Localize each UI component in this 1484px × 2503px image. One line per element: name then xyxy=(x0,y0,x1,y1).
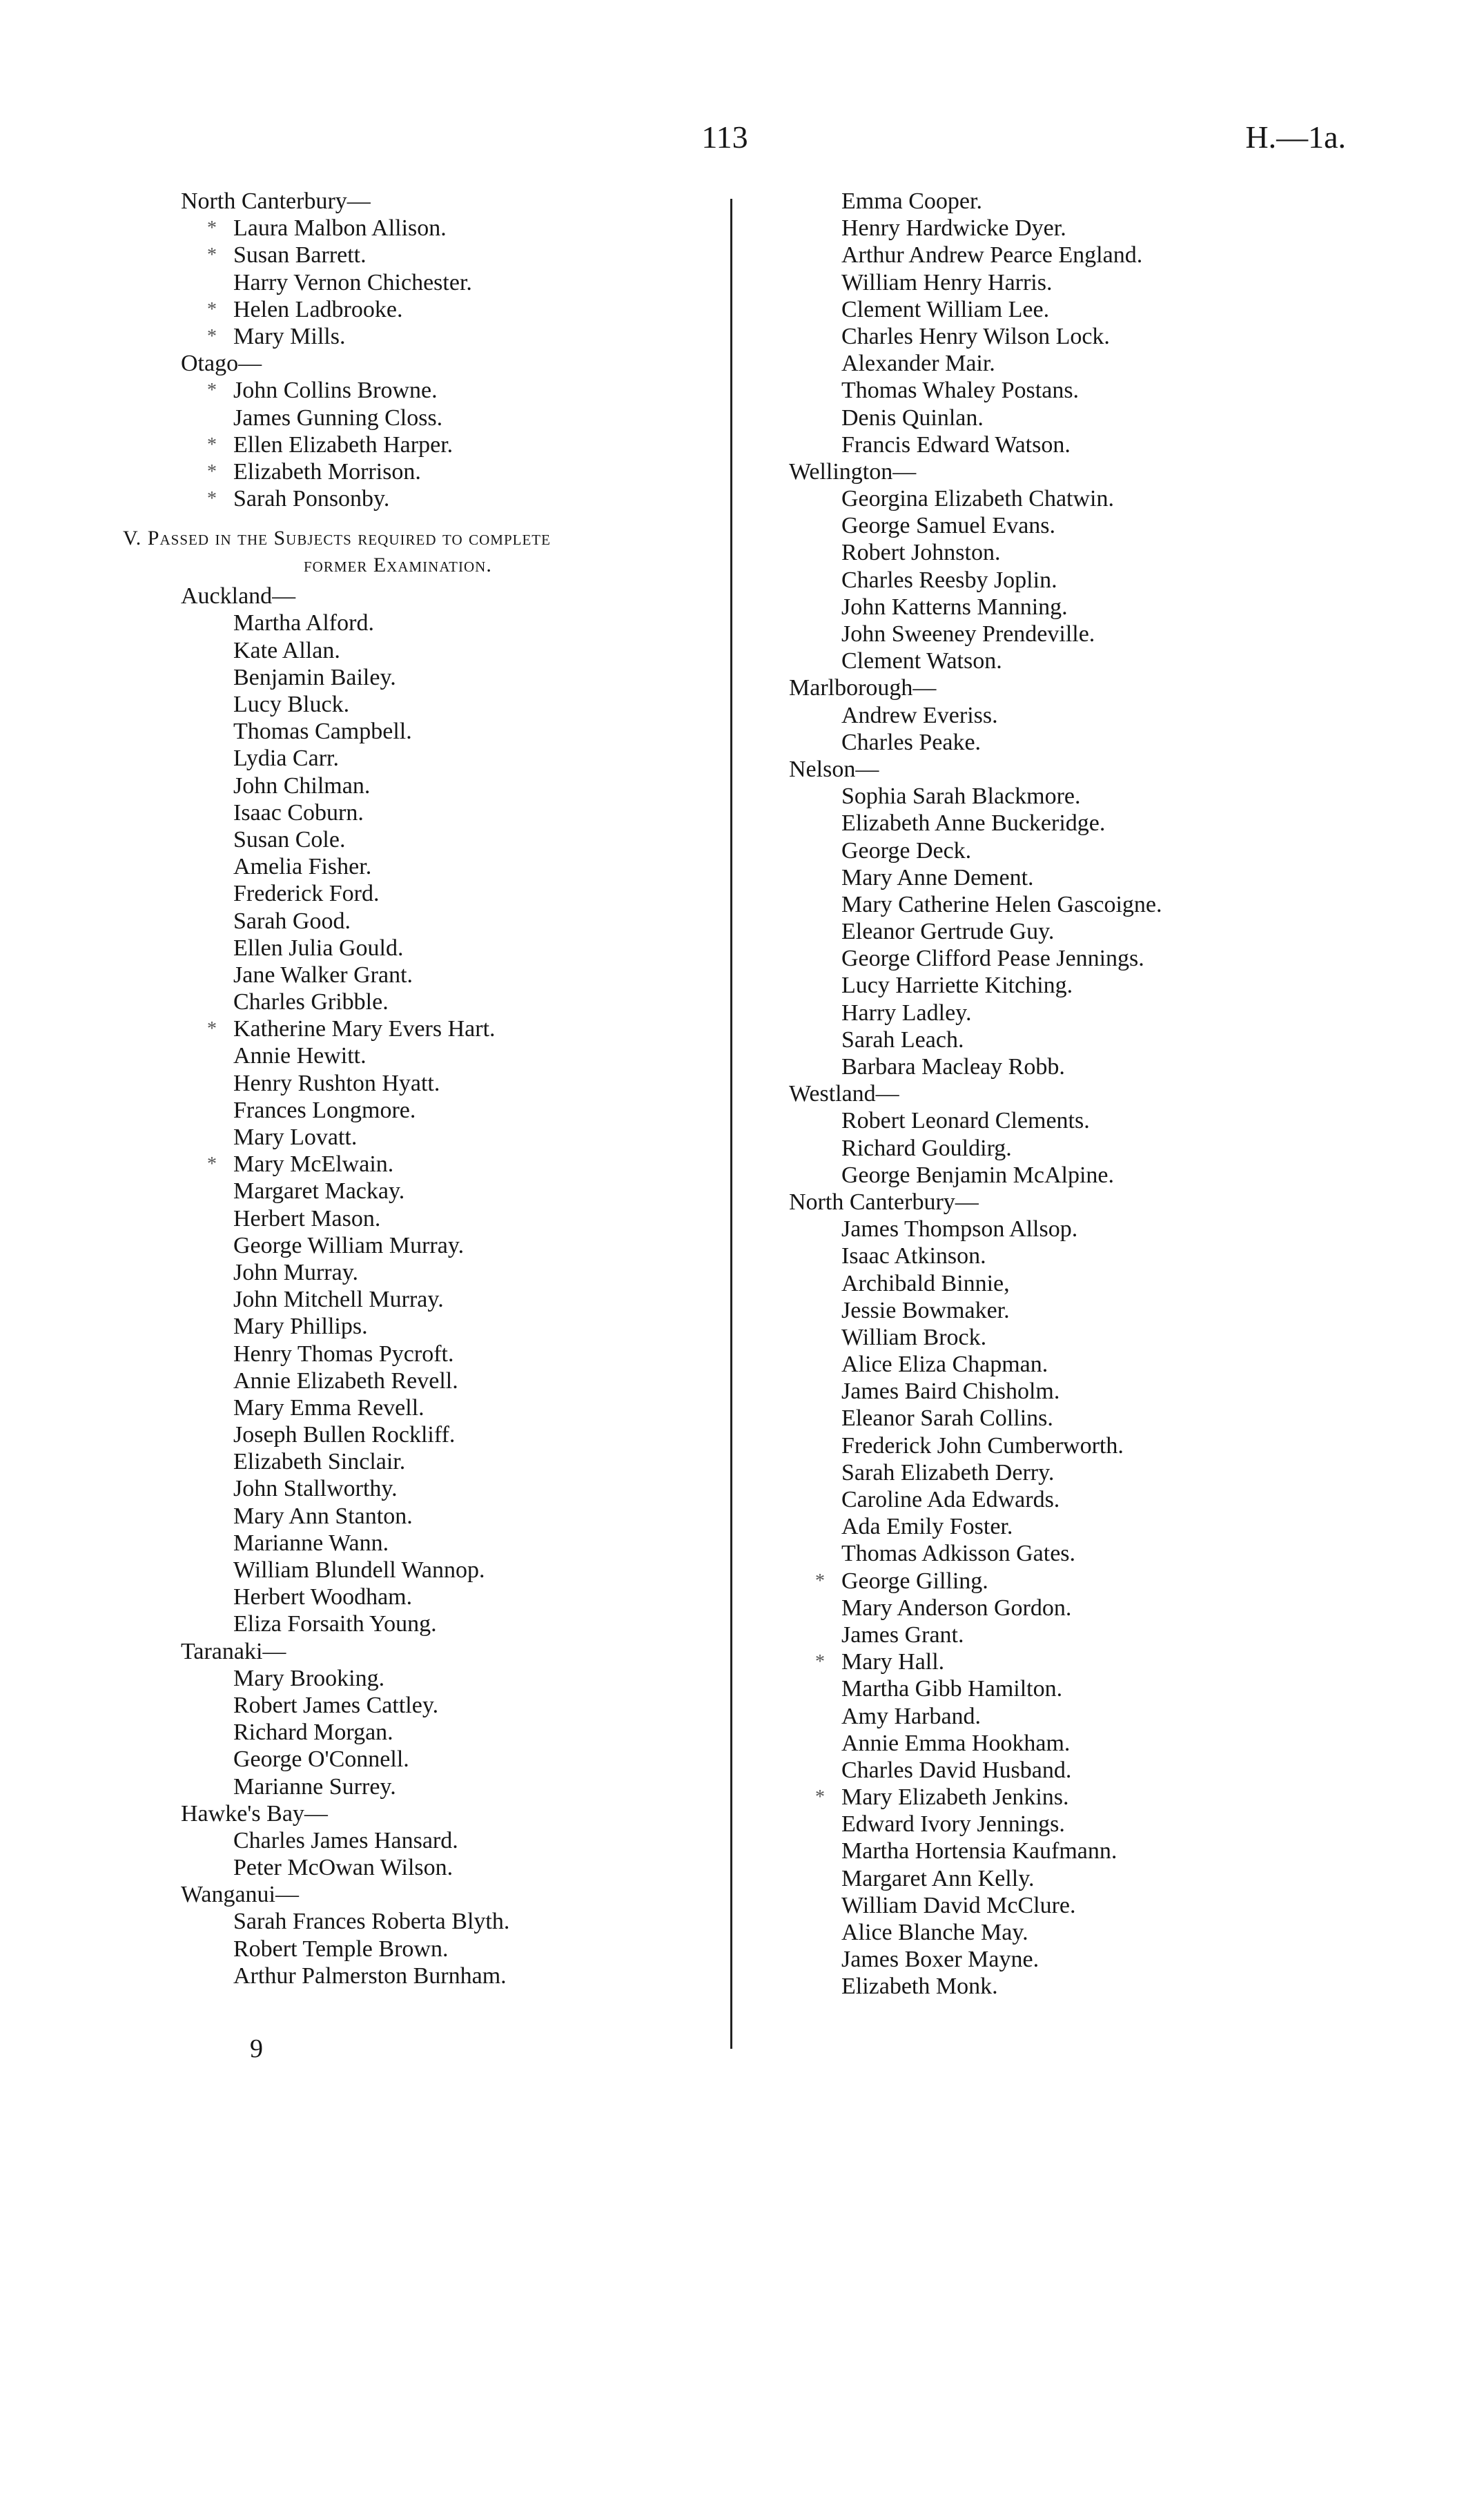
candidate-name xyxy=(789,269,1355,296)
region-name-text: Auckland— xyxy=(181,583,296,610)
candidate-name-text: Alice Eliza Chapman. xyxy=(841,1352,1048,1378)
candidate-name-text: Charles Henry Wilson Lock. xyxy=(841,323,1110,349)
candidate-name-text: Thomas Campbell. xyxy=(233,719,412,745)
candidate-name xyxy=(181,1963,719,1989)
candidate-name-text: James Thompson Allsop. xyxy=(841,1216,1078,1243)
candidate-name-text: Caroline Ada Edwards. xyxy=(841,1487,1060,1512)
candidate-name xyxy=(789,1973,1355,2000)
candidate-name-text: Elizabeth Morrison. xyxy=(233,458,421,485)
candidate-name-text: Mary Brooking. xyxy=(233,1665,385,1691)
candidate-name xyxy=(181,1448,719,1475)
candidate-name-text: Andrew Everiss. xyxy=(841,702,998,728)
candidate-name xyxy=(789,1513,1355,1540)
candidate-name xyxy=(181,799,719,826)
candidate-name xyxy=(181,1827,719,1854)
candidate-name xyxy=(789,188,1355,215)
candidate-name-text: Jane Walker Grant. xyxy=(233,962,413,988)
candidate-name xyxy=(181,1042,719,1069)
candidate-name xyxy=(181,691,719,718)
candidate-name xyxy=(181,215,719,242)
candidate-name-text: Benjamin Bailey. xyxy=(233,664,396,690)
asterisk-marker: * xyxy=(207,244,217,266)
candidate-name-text: Martha Hortensia Kaufmann. xyxy=(841,1838,1117,1864)
candidate-name xyxy=(181,269,719,296)
candidate-name xyxy=(789,1026,1355,1053)
candidate-name-text: James Gunning Closs. xyxy=(233,405,443,431)
candidate-name xyxy=(181,1936,719,1963)
candidate-name-text: Henry Thomas Pycroft. xyxy=(233,1341,454,1367)
candidate-name-text: Lydia Carr. xyxy=(233,746,339,772)
candidate-name-text: Margaret Mackay. xyxy=(233,1178,405,1205)
region-name-text: Westland— xyxy=(789,1081,899,1107)
candidate-name-text: Richard Gouldirg. xyxy=(841,1135,1012,1161)
candidate-name xyxy=(181,296,719,323)
region-name-text: Wellington— xyxy=(789,458,917,485)
candidate-name xyxy=(181,1151,719,1178)
candidate-name-text: Marianne Surrey. xyxy=(233,1773,396,1800)
candidate-name-text: Edward Ivory Jennings. xyxy=(841,1811,1065,1838)
candidate-name xyxy=(181,1746,719,1773)
asterisk-marker: * xyxy=(207,434,217,456)
candidate-name xyxy=(789,1405,1355,1432)
candidate-name-text: Ellen Elizabeth Harper. xyxy=(233,431,453,458)
section-heading-line-2: former Examination. xyxy=(304,554,492,577)
candidate-name xyxy=(181,1854,719,1881)
asterisk-marker: * xyxy=(815,1570,825,1592)
candidate-name-text: Joseph Bullen Rockliff. xyxy=(233,1422,456,1448)
candidate-name xyxy=(181,1503,719,1530)
candidate-name xyxy=(181,1530,719,1557)
candidate-name-text: Herbert Woodham. xyxy=(233,1584,413,1610)
candidate-name-text: Mary Phillips. xyxy=(233,1314,368,1340)
page-number: 113 xyxy=(701,119,748,155)
candidate-name-text: Robert Johnston. xyxy=(841,540,1001,566)
candidate-name xyxy=(789,918,1355,945)
candidate-name xyxy=(789,1621,1355,1648)
candidate-name-text: Lucy Bluck. xyxy=(233,692,350,717)
candidate-name-text: Laura Malbon Allison. xyxy=(233,215,447,242)
candidate-name-text: Arthur Andrew Pearce England. xyxy=(841,242,1143,269)
candidate-name xyxy=(789,567,1355,594)
asterisk-marker: * xyxy=(207,380,217,402)
candidate-name xyxy=(789,1486,1355,1513)
candidate-name xyxy=(789,1703,1355,1730)
candidate-name-text: Elizabeth Monk. xyxy=(841,1974,998,2000)
candidate-name-text: Frederick John Cumberworth. xyxy=(841,1432,1124,1459)
candidate-name xyxy=(181,826,719,853)
section-heading xyxy=(123,525,730,578)
candidate-name xyxy=(181,1584,719,1610)
candidate-name-text: Archibald Binnie, xyxy=(841,1270,1010,1296)
candidate-name xyxy=(789,1351,1355,1378)
candidate-name xyxy=(789,647,1355,674)
asterisk-marker: * xyxy=(207,488,217,510)
candidate-name-text: Mary Catherine Helen Gascoigne. xyxy=(841,891,1162,917)
candidate-name xyxy=(789,891,1355,918)
candidate-name xyxy=(181,377,719,404)
candidate-name-text: Isaac Coburn. xyxy=(233,799,364,826)
candidate-name xyxy=(789,1595,1355,1621)
candidate-name-text: Mary Hall. xyxy=(841,1649,945,1675)
left-column xyxy=(123,188,719,1989)
candidate-name-text: Martha Gibb Hamilton. xyxy=(841,1676,1063,1702)
region-name-text: Marlborough— xyxy=(789,675,937,701)
candidate-name xyxy=(181,772,719,799)
candidate-name xyxy=(181,1286,719,1313)
asterisk-marker: * xyxy=(207,1153,217,1176)
candidate-name xyxy=(789,405,1355,431)
document-reference: H.—1a. xyxy=(1245,119,1346,155)
asterisk-marker: * xyxy=(815,1651,825,1673)
candidate-name xyxy=(789,1135,1355,1162)
candidate-name xyxy=(181,1394,719,1421)
candidate-name-text: Eleanor Gertrude Guy. xyxy=(841,919,1055,945)
region-heading xyxy=(181,583,719,610)
candidate-name-text: John Katterns Manning. xyxy=(841,594,1068,620)
candidate-name-text: Jessie Bowmaker. xyxy=(841,1297,1010,1323)
region-name-text: Taranaki— xyxy=(181,1638,286,1664)
candidate-name-text: Annie Emma Hookham. xyxy=(841,1730,1071,1756)
candidate-name-text: Ada Emily Foster. xyxy=(841,1514,1013,1540)
candidate-name-text: James Boxer Mayne. xyxy=(841,1947,1039,1973)
candidate-name xyxy=(789,1730,1355,1757)
candidate-name xyxy=(181,1232,719,1259)
candidate-name xyxy=(789,431,1355,458)
candidate-name-text: Isaac Atkinson. xyxy=(841,1243,986,1269)
candidate-name-text: Susan Cole. xyxy=(233,826,346,853)
candidate-name xyxy=(181,637,719,664)
candidate-name-text: Mary Anderson Gordon. xyxy=(841,1595,1072,1621)
candidate-name xyxy=(789,1784,1355,1811)
candidate-name-text: Clement Watson. xyxy=(841,648,1002,674)
candidate-name-text: Helen Ladbrooke. xyxy=(233,296,403,322)
candidate-name-text: Frederick Ford. xyxy=(233,881,380,907)
candidate-name-text: Robert Temple Brown. xyxy=(233,1936,449,1962)
region-heading xyxy=(789,458,1355,485)
candidate-name xyxy=(181,1178,719,1205)
candidate-name xyxy=(789,1053,1355,1080)
candidate-name-text: Ellen Julia Gould. xyxy=(233,935,404,961)
candidate-name-text: Harry Vernon Chichester. xyxy=(233,269,472,295)
candidate-name-text: George William Murray. xyxy=(233,1232,465,1258)
candidate-name xyxy=(789,215,1355,242)
candidate-name-text: Charles Gribble. xyxy=(233,989,389,1015)
candidate-name-text: Sarah Leach. xyxy=(841,1026,964,1053)
candidate-name xyxy=(789,1675,1355,1702)
candidate-name xyxy=(181,431,719,458)
candidate-name xyxy=(789,512,1355,539)
candidate-name xyxy=(181,1719,719,1746)
candidate-name xyxy=(789,485,1355,512)
region-heading xyxy=(181,1800,719,1827)
candidate-name-text: John Collins Browne. xyxy=(233,378,438,404)
column-divider xyxy=(730,199,732,2049)
candidate-name xyxy=(789,702,1355,729)
candidate-name xyxy=(789,323,1355,350)
candidate-name xyxy=(181,1475,719,1502)
candidate-name xyxy=(181,664,719,691)
candidate-name-text: Alice Blanche May. xyxy=(841,1920,1028,1945)
candidate-name-text: Alexander Mair. xyxy=(841,351,995,377)
candidate-name-text: Mary Ann Stanton. xyxy=(233,1503,413,1529)
candidate-name xyxy=(181,1259,719,1286)
candidate-name xyxy=(181,1015,719,1042)
candidate-name-text: Mary Lovatt. xyxy=(233,1124,358,1150)
candidate-name xyxy=(789,945,1355,972)
asterisk-marker: * xyxy=(207,1018,217,1040)
candidate-name-text: Amy Harband. xyxy=(841,1703,982,1729)
candidate-name xyxy=(181,1205,719,1232)
candidate-name-text: George Samuel Evans. xyxy=(841,513,1056,539)
candidate-name xyxy=(789,296,1355,323)
candidate-name xyxy=(181,1908,719,1935)
candidate-name-text: Henry Hardwicke Dyer. xyxy=(841,215,1066,242)
candidate-name-text: Arthur Palmerston Burnham. xyxy=(233,1963,507,1989)
candidate-name xyxy=(181,1097,719,1124)
candidate-name-text: Mary McElwain. xyxy=(233,1151,394,1178)
candidate-name-text: Mary Mills. xyxy=(233,323,346,349)
candidate-name xyxy=(789,539,1355,566)
candidate-name-text: Margaret Ann Kelly. xyxy=(841,1865,1035,1891)
candidate-name xyxy=(789,1919,1355,1946)
region-name-text: North Canterbury— xyxy=(789,1189,979,1215)
candidate-name xyxy=(181,1421,719,1448)
candidate-name xyxy=(789,1324,1355,1351)
section-heading-line-1: V. Passed in the Subjects required to complete xyxy=(123,527,551,550)
candidate-name-text: Thomas Whaley Postans. xyxy=(841,378,1080,404)
candidate-name xyxy=(181,1313,719,1340)
candidate-name-text: Robert Leonard Clements. xyxy=(841,1108,1090,1134)
candidate-name xyxy=(789,242,1355,269)
candidate-name xyxy=(181,1665,719,1692)
asterisk-marker: * xyxy=(815,1786,825,1809)
candidate-name xyxy=(181,908,719,935)
candidate-name-text: Clement William Lee. xyxy=(841,296,1050,322)
region-name-text: North Canterbury— xyxy=(181,188,371,214)
candidate-name xyxy=(181,1124,719,1151)
candidate-name xyxy=(181,935,719,962)
candidate-name-text: John Chilman. xyxy=(233,772,371,799)
region-name-text: Wanganui— xyxy=(181,1882,299,1908)
candidate-name-text: Sarah Frances Roberta Blyth. xyxy=(233,1909,510,1935)
candidate-name-text: John Mitchell Murray. xyxy=(233,1287,444,1313)
candidate-name-text: John Stallworthy. xyxy=(233,1476,398,1502)
candidate-name xyxy=(789,377,1355,404)
candidate-name-text: Charles Reesby Joplin. xyxy=(841,567,1057,593)
candidate-name-text: Sarah Ponsonby. xyxy=(233,486,390,512)
candidate-name xyxy=(789,972,1355,999)
candidate-name-text: Mary Anne Dement. xyxy=(841,864,1034,890)
candidate-name xyxy=(789,1648,1355,1675)
candidate-name xyxy=(789,594,1355,621)
asterisk-marker: * xyxy=(207,298,217,320)
candidate-name xyxy=(181,1341,719,1367)
candidate-name xyxy=(181,988,719,1015)
candidate-name-text: William David McClure. xyxy=(841,1892,1076,1918)
candidate-name-text: Georgina Elizabeth Chatwin. xyxy=(841,486,1114,512)
candidate-name xyxy=(789,810,1355,837)
candidate-name xyxy=(181,323,719,350)
candidate-name-text: Peter McOwan Wilson. xyxy=(233,1855,453,1881)
candidate-name xyxy=(789,729,1355,756)
candidate-name-text: Denis Quinlan. xyxy=(841,405,984,431)
candidate-name xyxy=(181,1610,719,1637)
candidate-name xyxy=(789,1297,1355,1324)
candidate-name-text: Barbara Macleay Robb. xyxy=(841,1054,1065,1080)
region-heading xyxy=(181,1881,719,1908)
candidate-name xyxy=(789,783,1355,810)
candidate-name xyxy=(789,1946,1355,1973)
candidate-name-text: Charles David Husband. xyxy=(841,1757,1072,1783)
candidate-name-text: George Clifford Pease Jennings. xyxy=(841,946,1144,972)
candidate-name xyxy=(789,1865,1355,1892)
signature-mark: 9 xyxy=(250,2034,263,2063)
candidate-name-text: Martha Alford. xyxy=(233,610,374,636)
candidate-name-text: Elizabeth Anne Buckeridge. xyxy=(841,810,1106,837)
asterisk-marker: * xyxy=(207,325,217,347)
candidate-name xyxy=(181,1773,719,1800)
candidate-name-text: Kate Allan. xyxy=(233,637,340,663)
candidate-name xyxy=(181,405,719,431)
candidate-name-text: William Blundell Wannop. xyxy=(233,1557,485,1583)
candidate-name-text: John Murray. xyxy=(233,1259,358,1285)
region-heading xyxy=(789,674,1355,701)
candidate-name xyxy=(789,1540,1355,1567)
candidate-name-text: Richard Morgan. xyxy=(233,1720,393,1746)
candidate-name xyxy=(789,1162,1355,1189)
candidate-name xyxy=(789,1378,1355,1405)
region-name-text: Otago— xyxy=(181,351,262,377)
candidate-name-text: Katherine Mary Evers Hart. xyxy=(233,1016,496,1042)
candidate-name xyxy=(789,1216,1355,1243)
candidate-name-text: Annie Elizabeth Revell. xyxy=(233,1367,458,1394)
candidate-name-text: John Sweeney Prendeville. xyxy=(841,621,1095,647)
region-heading xyxy=(789,756,1355,783)
candidate-name-text: George Deck. xyxy=(841,837,972,864)
candidate-name xyxy=(789,1270,1355,1297)
region-heading xyxy=(181,188,719,215)
candidate-name-text: Elizabeth Sinclair. xyxy=(233,1449,406,1475)
region-heading xyxy=(181,350,719,377)
candidate-name xyxy=(789,1892,1355,1919)
candidate-name xyxy=(789,621,1355,647)
candidate-name xyxy=(789,1459,1355,1486)
candidate-name xyxy=(181,745,719,772)
candidate-name-text: Harry Ladley. xyxy=(841,1000,972,1026)
candidate-name xyxy=(789,837,1355,864)
candidate-name xyxy=(181,962,719,988)
candidate-name-text: Marianne Wann. xyxy=(233,1530,389,1556)
candidate-name-text: Herbert Mason. xyxy=(233,1205,381,1231)
candidate-name-text: William Henry Harris. xyxy=(841,269,1053,295)
candidate-name-text: Robert James Cattley. xyxy=(233,1692,439,1718)
candidate-name xyxy=(181,1070,719,1097)
region-heading xyxy=(181,1638,719,1665)
candidate-name xyxy=(181,458,719,485)
candidate-name xyxy=(181,880,719,907)
candidate-name xyxy=(181,1557,719,1584)
candidate-name xyxy=(789,864,1355,891)
candidate-name-text: Lucy Harriette Kitching. xyxy=(841,973,1073,999)
candidate-name-text: George Gilling. xyxy=(841,1568,988,1594)
candidate-name xyxy=(789,1243,1355,1269)
region-name-text: Nelson— xyxy=(789,756,879,782)
candidate-name-text: Sarah Good. xyxy=(233,908,351,934)
candidate-name-text: Annie Hewitt. xyxy=(233,1043,367,1069)
candidate-name-text: Charles Peake. xyxy=(841,729,982,755)
candidate-name xyxy=(789,350,1355,377)
region-name-text: Hawke's Bay— xyxy=(181,1800,328,1827)
candidate-name xyxy=(789,1838,1355,1864)
candidate-name-text: Mary Elizabeth Jenkins. xyxy=(841,1784,1069,1811)
candidate-name xyxy=(789,1000,1355,1026)
candidate-name-text: George O'Connell. xyxy=(233,1746,409,1773)
candidate-name-text: Mary Emma Revell. xyxy=(233,1394,424,1421)
candidate-name-text: Amelia Fisher. xyxy=(233,854,372,880)
candidate-name-text: Thomas Adkisson Gates. xyxy=(841,1541,1076,1567)
candidate-name xyxy=(789,1432,1355,1459)
candidate-name-text: Eliza Forsaith Young. xyxy=(233,1611,437,1637)
candidate-name xyxy=(181,485,719,512)
candidate-name xyxy=(789,1757,1355,1784)
candidate-name xyxy=(181,718,719,745)
candidate-name-text: James Grant. xyxy=(841,1621,964,1648)
candidate-name-text: Frances Longmore. xyxy=(233,1097,416,1123)
candidate-name xyxy=(181,242,719,269)
candidate-name xyxy=(181,1367,719,1394)
asterisk-marker: * xyxy=(207,460,217,483)
candidate-name-text: Susan Barrett. xyxy=(233,242,367,269)
candidate-name xyxy=(181,1692,719,1719)
candidate-name-text: Henry Rushton Hyatt. xyxy=(233,1070,440,1096)
candidate-name-text: William Brock. xyxy=(841,1324,987,1350)
candidate-name xyxy=(181,853,719,880)
candidate-name-text: Sophia Sarah Blackmore. xyxy=(841,783,1081,810)
candidate-name-text: Charles James Hansard. xyxy=(233,1827,458,1853)
region-heading xyxy=(789,1080,1355,1107)
candidate-name-text: Eleanor Sarah Collins. xyxy=(841,1405,1053,1432)
candidate-name-text: Emma Cooper. xyxy=(841,188,982,214)
candidate-name-text: George Benjamin McAlpine. xyxy=(841,1162,1115,1188)
candidate-name-text: Francis Edward Watson. xyxy=(841,431,1071,458)
candidate-name xyxy=(789,1811,1355,1838)
candidate-name-text: Sarah Elizabeth Derry. xyxy=(841,1459,1055,1486)
region-heading xyxy=(789,1189,1355,1216)
candidate-name xyxy=(789,1568,1355,1595)
right-column xyxy=(789,188,1355,2000)
candidate-name-text: James Baird Chisholm. xyxy=(841,1379,1060,1405)
asterisk-marker: * xyxy=(207,217,217,240)
candidate-name xyxy=(181,610,719,636)
candidate-name xyxy=(789,1107,1355,1134)
